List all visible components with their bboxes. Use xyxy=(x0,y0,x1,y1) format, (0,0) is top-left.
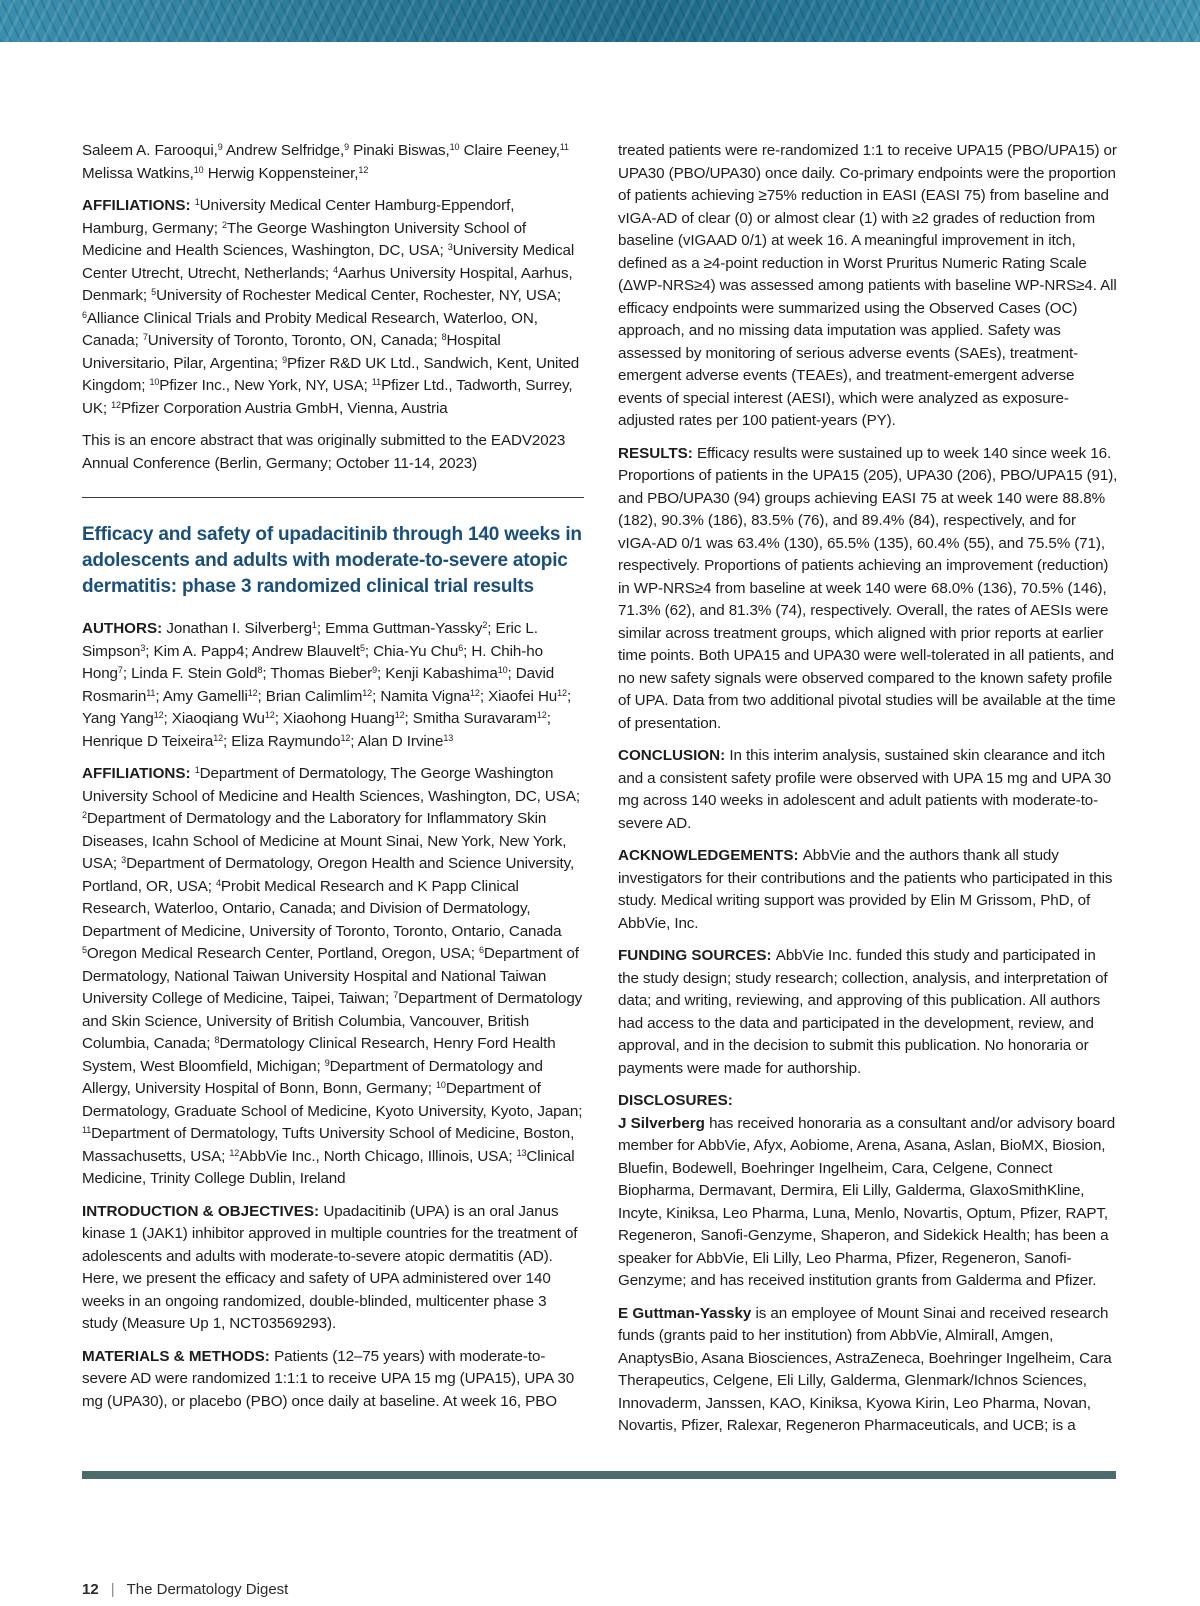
footer-separator: | xyxy=(110,1581,115,1598)
methods-label: MATERIALS & METHODS: xyxy=(82,1347,275,1365)
affiliations-label: AFFILIATIONS: xyxy=(82,765,195,782)
ocean-header-banner xyxy=(0,0,1200,42)
article-title: Efficacy and safety of upadacitinib through 140 weeks in adolescents and adults with moderate-to-severe atopic dermatitis: phase 3 randomized clinical trial results xyxy=(82,524,582,597)
authors-paragraph xyxy=(82,618,584,753)
results-text: Efficacy results were sustained up to week 140 since week 16. Proportions of patients in the UPA15 (205), UPA30 (206), PBO/UPA15 (91), and PBO/UPA30 (94) groups achieving EASI 75 at week 140 were 88.8% (182), 90.3% (186), 83.5% (76), and 89.4% (84), respectively, and for vIGA-AD 0/1 was 63.4% (130), 65.5% (135), 60.4% (55), and 75.5% (71), respectively. Proportions of patients achieving an improvement (reduction) in WP-NRS≥4 from baseline at week 140 were 68.0% (136), 70.5% (146), 71.3% (62), and 81.3% (74), respectively. Overall, the rates of AESIs were similar across treatment groups, which aligned with prior reports at earlier time points. Both UPA15 and UPA30 were well-tolerated in all patients, and no new safety signals were observed compared to the known safety profile of UPA. Data from two additional pivotal studies will be available at the time of presentation. xyxy=(618,444,1118,732)
previous-affiliations-text: $^1$University Medical Center Hamburg-Eppendorf, Hamburg, Germany; $^2$The George Washington University School of Medicine and Health Sciences, Washington, DC, USA; $^3$University Medical Center Utrecht, Utrecht, Netherlands; $^4$Aarhus University Hospital, Aarhus, Denmark; $^5$University of Rochester Medical Center, Rochester, NY, USA; $^6$Alliance Clinical Trials and Probity Medical Research, Waterloo, ON, Canada; $^7$University of Toronto, Toronto, ON, Canada; $^8$Hospital Universitario, Pilar, Argentina; $^9$Pfizer R&D UK Ltd., Sandwich, Kent, United Kingdom; $^{10}$Pfizer Inc., New York, NY, USA; $^{11}$Pfizer Ltd., Tadworth, Surrey, UK; $^{12}$Pfizer Corporation Austria GmbH, Vienna, Austria xyxy=(82,197,580,417)
right-column xyxy=(618,140,1118,1448)
footer-rule xyxy=(82,1471,1116,1479)
previous-authors-continued: Saleem A. Farooqui,$^9$ Andrew Selfridge,$^9$ Pinaki Biswas,$^{10}$ Claire Feeney,$^{11}$ Melissa Watkins,$^{10}$ Herwig Koppensteiner,$^{12}$ xyxy=(82,142,569,182)
introduction-label: INTRODUCTION & OBJECTIVES: xyxy=(82,1202,324,1220)
affiliations-label: AFFILIATIONS: xyxy=(82,197,195,214)
disclosure-guttman-yassky xyxy=(618,1303,1118,1438)
authors-list: Jonathan I. Silverberg$^1$; Emma Guttman-Yassky$^2$; Eric L. Simpson$^3$; Kim A. Papp4; Andrew Blauvelt$^5$; Chia-Yu Chu$^6$; H. Chih-ho Hong$^7$; Linda F. Stein Gold$^8$; Thomas Bieber$^9$; Kenji Kabashima$^{10}$; David Rosmarin$^{11}$; Amy Gamelli$^{12}$; Brian Calimlim$^{12}$; Namita Vigna$^{12}$; Xiaofei Hu$^{12}$; Yang Yang$^{12}$; Xiaoqiang Wu$^{12}$; Xiaohong Huang$^{12}$; Smitha Suravaram$^{12}$; Henrique D Teixeira$^{12}$; Eliza Raymundo$^{12}$; Alan D Irvine$^{13}$ xyxy=(82,620,572,750)
affiliations-list: $^1$Department of Dermatology, The George Washington University School of Medicine and Health Sciences, Washington, DC, USA; $^2$Department of Dermatology and the Laboratory for Inflammatory Skin Diseases, Icahn School of Medicine at Mount Sinai, New York, New York, USA; $^3$Department of Dermatology, Oregon Health and Science University, Portland, OR, USA; $^4$Probit Medical Research and K Papp Clinical Research, Waterloo, Ontario, Canada; and Division of Dermatology, Department of Medicine, University of Toronto, Toronto, Ontario, Canada $^5$Oregon Medical Research Center, Portland, Oregon, USA; $^6$Department of Dermatology, National Taiwan University Hospital and National Taiwan University College of Medicine, Taipei, Taiwan; $^7$Department of Dermatology and Skin Science, University of British Columbia, Vancouver, British Columbia, Canada; $^8$Dermatology Clinical Research, Henry Ford Health System, West Bloomfield, Michigan; $^9$Department of Dermatology and Allergy, University Hospital of Bonn, Bonn, Germany; $^{10}$Department of Dermatology, Graduate School of Medicine, Kyoto University, Kyoto, Japan; $^{11}$Department of Dermatology, Tufts University School of Medicine, Boston, Massachusetts, USA; $^{12}$AbbVie Inc., North Chicago, Illinois, USA; $^{13}$Clinical Medicine, Trinity College Dublin, Ireland xyxy=(82,765,583,1187)
conclusion-paragraph xyxy=(618,745,1118,835)
methods-text: Patients (12–75 years) with moderate-to-severe AD were randomized 1:1:1 to receive UPA 15 mg (UPA15), UPA 30 mg (UPA30), or placebo (PBO) once daily at baseline. At week 16, PBO xyxy=(82,1347,575,1410)
methods-continued: treated patients were re-randomized 1:1 to receive UPA15 (PBO/UPA15) or UPA30 (PBO/UPA30) once daily. Co-primary endpoints were the proportion of patients achieving ≥75% reduction in EASI (EASI 75) from baseline and vIGA-AD of clear (0) or almost clear (1) with ≥2 grades of reduction from baseline (vIGAAD 0/1) at week 16. A meaningful improvement in itch, defined as a ≥4-point reduction in Worst Pruritus Numeric Rating Scale (ΔWP-NRS≥4) was assessed among patients with baseline WP-NRS≥4. All efficacy endpoints were summarized using the Observed Cases (OC) approach, and no missing data imputation was applied. Safety was assessed by monitoring of serious adverse events (SAEs), treatment-emergent adverse events (TEAEs), and treatment-emergent adverse events of special interest (AESI), which were analyzed as exposure-adjusted rates per 100 patient-years (PY). xyxy=(618,142,1117,429)
funding-label: FUNDING SOURCES: xyxy=(618,947,776,964)
page-footer xyxy=(82,1580,288,1600)
disclosure-silverberg xyxy=(618,1090,1118,1293)
affiliations-paragraph xyxy=(82,763,584,1191)
results-paragraph xyxy=(618,443,1118,736)
methods-paragraph xyxy=(82,1346,584,1414)
conclusion-label: CONCLUSION: xyxy=(618,747,730,764)
section-divider xyxy=(82,497,584,498)
disclosure-text: is an employee of Mount Sinai and received research funds (grants paid to her institution) from AbbVie, Almirall, Amgen, AnaptysBio, Asana Biosciences, AstraZeneca, Boehringer Ingelheim, Cara Therapeutics, Celgene, Eli Lilly, Galderma, Glenmark/Ichnos Sciences, Innovaderm, Janssen, KAO, Kiniksa, Kyowa Kirin, Leo Pharma, Novan, Novartis, Pfizer, Ralexar, Regeneron Pharmaceuticals, and UCB; is a xyxy=(618,1304,1112,1434)
disclosures-label: DISCLOSURES: xyxy=(618,1092,733,1109)
acknowledgements-label: ACKNOWLEDGEMENTS: xyxy=(618,847,803,864)
introduction-paragraph xyxy=(82,1201,584,1336)
left-column xyxy=(82,140,584,1423)
authors-label: AUTHORS: xyxy=(82,620,167,637)
page-number: 12 xyxy=(82,1581,99,1598)
introduction-text: Upadacitinib (UPA) is an oral Janus kinase 1 (JAK1) inhibitor approved in multiple countries for the treatment of adolescents and adults with moderate-to-severe atopic dermatitis (AD). Here, we present the efficacy and safety of UPA administered over 140 weeks in an ongoing randomized, double-blinded, multicenter phase 3 study (Measure Up 1, NCT03569293). xyxy=(82,1202,578,1332)
disclosure-name: E Guttman-Yassky xyxy=(618,1304,752,1322)
acknowledgements-text: AbbVie and the authors thank all study investigators for their contributions and the patients who participated in this study. Medical writing support was provided by Elin M Grissom, PhD, of AbbVie, Inc. xyxy=(618,847,1113,932)
funding-paragraph xyxy=(618,945,1118,1080)
disclosure-text: has received honoraria as a consultant and/or advisory board member for AbbVie, Afyx, Aobiome, Arena, Asana, Aslan, BioMX, Biosion, Bluefin, Bodewell, Boehringer Ingelheim, Cara, Celgene, Connect Biopharma, Dermavant, Dermira, Eli Lilly, Galderma, GlaxoSmithKline, Incyte, Kiniksa, Leo Pharma, Luna, Menlo, Novartis, Optum, Pfizer, RAPT, Regeneron, Sanofi-Genzyme, Shaperon, and Sidekick Health; has been a speaker for AbbVie, Eli Lilly, Leo Pharma, Pfizer, Regeneron, Sanofi-Genzyme; and has received institution grants from Galderma and Pfizer. xyxy=(618,1114,1116,1289)
disclosure-name: J Silverberg xyxy=(618,1114,705,1132)
encore-note: This is an encore abstract that was originally submitted to the EADV2023 Annual Conference (Berlin, Germany; October 11-14, 2023) xyxy=(82,432,566,472)
results-label: RESULTS: xyxy=(618,444,698,462)
publication-name: The Dermatology Digest xyxy=(126,1581,289,1598)
conclusion-text: In this interim analysis, sustained skin clearance and itch and a consistent safety profile were observed with UPA 15 mg and UPA 30 mg across 140 weeks in adolescent and adult patients with moderate-to-severe AD. xyxy=(618,747,1111,832)
funding-text: AbbVie Inc. funded this study and participated in the study design; study research; collection, analysis, and interpretation of data; and writing, reviewing, and approving of this publication. All authors had access to the data and participated in the development, review, and approval, and in the decision to submit this publication. No honoraria or payments were made for authorship. xyxy=(618,947,1108,1077)
acknowledgements-paragraph xyxy=(618,845,1118,935)
previous-affiliations xyxy=(82,195,584,420)
